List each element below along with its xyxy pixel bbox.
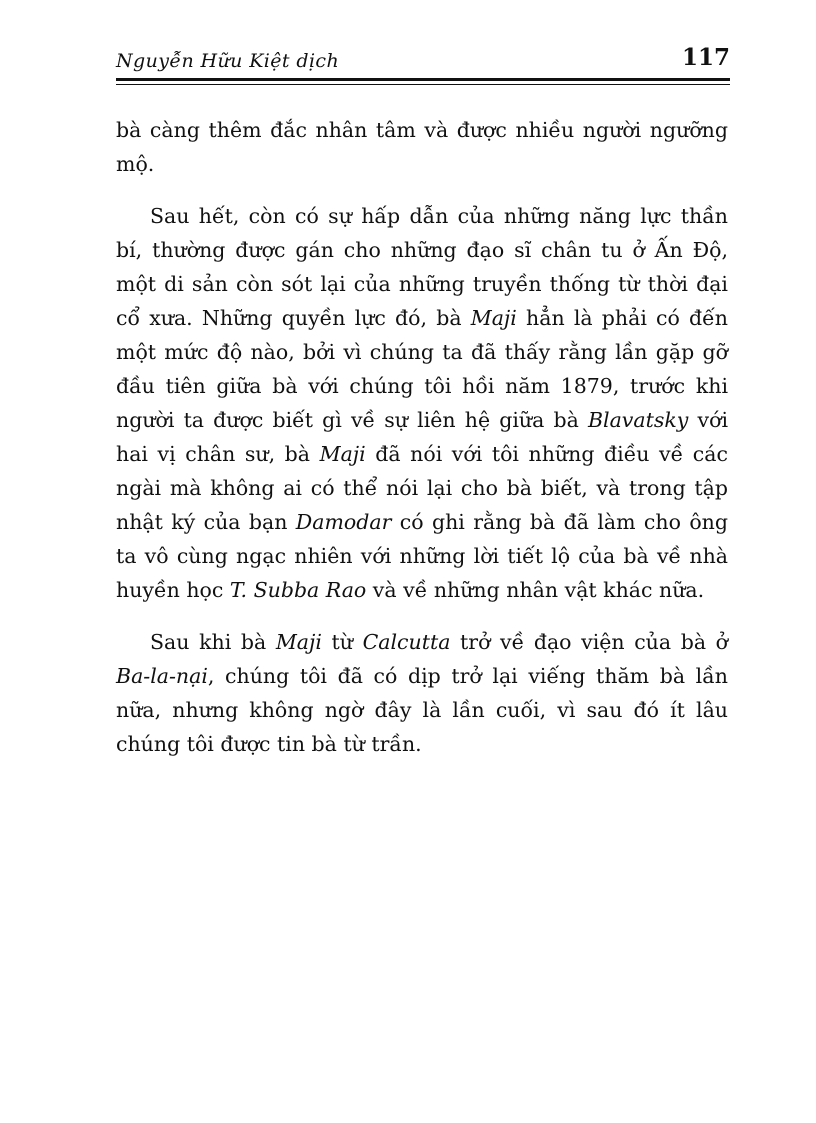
text-run: có ghi rằng bà đã làm cho ông ta vô cùng ngạc nhiên với những lời tiết lộ của bà về nhà huyền học xyxy=(116,510,728,602)
name-maji: Maji xyxy=(319,442,366,466)
paragraph-3 xyxy=(116,625,728,761)
place-ba-la-nai: Ba-la-nại xyxy=(116,664,208,688)
name-damodar: Damodar xyxy=(295,510,392,534)
text-run: và về những nhân vật khác nữa. xyxy=(366,578,705,602)
name-subba-rao: T. Subba Rao xyxy=(229,578,367,602)
text-run: , chúng tôi đã có dịp trở lại viếng thăm bà lần nữa, nhưng không ngờ đây là lần cuối, vì sau đó ít lâu chúng tôi được tin bà từ trần. xyxy=(116,664,728,756)
place-calcutta: Calcutta xyxy=(362,630,451,654)
paragraph-2 xyxy=(116,199,728,607)
text-run: đã nói với tôi những điều về các ngài mà không ai có thể nói lại cho bà biết, và trong tập nhật ký của bạn xyxy=(116,442,728,534)
header-rule-thick xyxy=(116,78,730,81)
name-maji: Maji xyxy=(275,630,322,654)
text-run: với hai vị chân sư, bà xyxy=(116,408,728,466)
text-run: trở về đạo viện của bà ở xyxy=(450,630,728,654)
header-rule-thin xyxy=(116,84,730,85)
text-run: Sau hết, còn có sự hấp dẫn của những năng lực thần bí, thường được gán cho những đạo sĩ chân tu ở Ấn Độ, một di sản còn sót lại của những truyền thống từ thời đại cổ xưa. Những quyền lực đó, bà xyxy=(116,204,728,330)
text-run: hẳn là phải có đến một mức độ nào, bởi vì chúng ta đã thấy rằng lần gặp gỡ đầu tiên giữa bà với chúng tôi hồi năm 1879, trước khi người ta được biết gì về sự liên hệ giữa bà xyxy=(116,306,728,432)
paragraph-1 xyxy=(116,113,728,181)
text-run: bà càng thêm đắc nhân tâm và được nhiều người ngưỡng mộ. xyxy=(116,118,728,176)
page-header xyxy=(116,44,730,76)
page-number: 117 xyxy=(681,44,730,71)
name-maji: Maji xyxy=(470,306,517,330)
text-run: từ xyxy=(321,630,363,654)
name-blavatsky: Blavatsky xyxy=(587,408,689,432)
body-text xyxy=(116,113,728,761)
running-head: Nguyễn Hữu Kiệt dịch xyxy=(116,50,340,72)
text-run: Sau khi bà xyxy=(150,630,276,654)
